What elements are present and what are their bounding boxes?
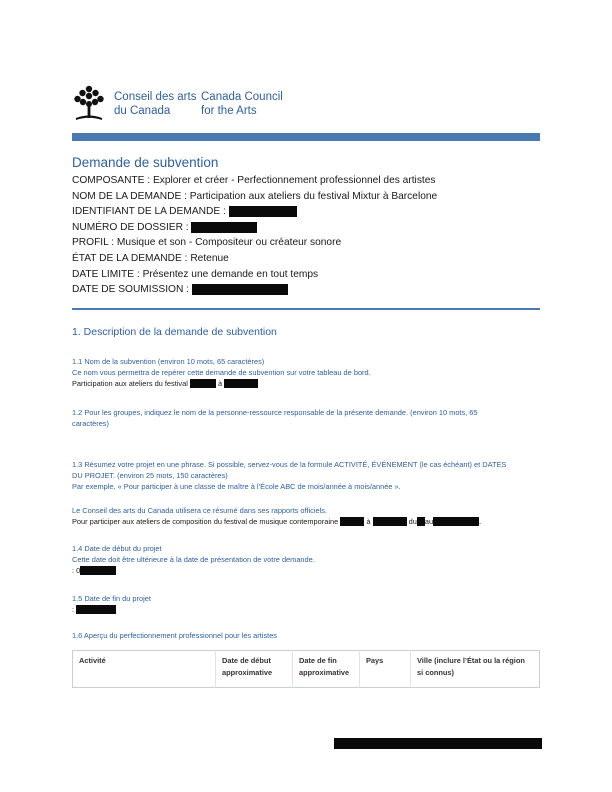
question-1-3-label-cont: DU PROJET. (environ 25 mots, 150 caractères) [72, 470, 228, 480]
meta-request-name: NOM DE LA DEMANDE : Participation aux ateliers du festival Mixtur à Barcelone [72, 190, 438, 202]
question-1-2 [72, 408, 540, 430]
meta-deadline: DATE LIMITE : Présentez une demande en tout temps [72, 268, 319, 280]
section-divider [72, 308, 540, 310]
question-1-3-answer-block [72, 506, 540, 528]
table-header-activity: Activité [79, 656, 106, 665]
tree-emblem-icon [72, 84, 106, 124]
question-1-4 [72, 544, 540, 576]
table-header-row [73, 651, 540, 688]
meta-request-id: IDENTIFIANT DE LA DEMANDE : [72, 204, 540, 220]
redaction-block [229, 206, 297, 217]
question-1-3-note: Le Conseil des arts du Canada utilisera ce résumé dans ses rapports officiels. [72, 506, 327, 515]
meta-status: ÉTAT DE LA DEMANDE : Retenue [72, 252, 229, 264]
logo-fr-line1: Conseil des arts [114, 91, 197, 103]
meta-file-number: NUMÉRO DE DOSSIER : [72, 220, 540, 236]
question-1-3-example: Par exemple, « Pour participer à une classe de maître à l’École ABC de mois/année à mois/année ». [72, 481, 401, 491]
document-title: Demande de subvention [72, 155, 219, 170]
table-header-end-date: Date de fin approximative [293, 651, 360, 688]
section-1-title: 1. Description de la demande de subvention [72, 326, 277, 338]
question-1-3-label: 1.3 Résumez votre projet en une phrase. Si possible, servez-vous de la formule ACTIVITÉ, ÉVÉNEMENT (le cas échéant) et DATES [72, 460, 507, 469]
canada-council-logo [72, 84, 292, 124]
redaction-block [191, 222, 257, 233]
logo-en-line1: Canada Council [201, 91, 283, 103]
redaction-block [192, 284, 288, 295]
redaction-block [224, 379, 258, 388]
redaction-block [373, 517, 407, 526]
question-1-5 [72, 594, 540, 616]
redaction-block [80, 566, 116, 575]
redaction-block [340, 517, 364, 526]
answer-1-4: : 0 [72, 566, 540, 577]
question-1-6-label: 1.6 Aperçu du perfectionnement professionnel pour les artistes [72, 631, 278, 640]
logo-en-line2: for the Arts [201, 105, 257, 117]
question-1-1-help: Ce nom vous permettra de repérer cette demande de subvention sur votre tableau de bord. [72, 367, 371, 377]
question-1-2-label-cont: caractères) [72, 418, 109, 428]
logo-fr-line2: du Canada [114, 105, 171, 117]
meta-component: COMPOSANTE : Explorer et créer - Perfectionnement professionnel des artistes [72, 175, 436, 186]
activities-table [72, 650, 540, 688]
application-meta [72, 173, 540, 298]
redaction-block [76, 605, 116, 614]
meta-submission-date: DATE DE SOUMISSION : [72, 282, 540, 298]
question-1-4-label: 1.4 Date de début du projet [72, 544, 162, 553]
redaction-block [417, 517, 425, 526]
question-1-2-label: 1.2 Pour les groupes, indiquez le nom de la personne-ressource responsable de la présente demande. (environ 10 mots, 65 [72, 408, 478, 417]
redaction-block [433, 517, 479, 526]
question-1-3 [72, 460, 540, 492]
table-header-city: Ville (inclure l’État ou la région si connus) [411, 651, 540, 688]
question-1-1-label: 1.1 Nom de la subvention (environ 10 mots, 65 caractères) [72, 357, 265, 366]
question-1-5-label: 1.5 Date de fin du projet [72, 594, 151, 603]
answer-1-5: : [72, 605, 540, 616]
table-header-start-date: Date de début approximative [216, 651, 293, 688]
redaction-block [190, 379, 216, 388]
answer-1-3: Pour participer aux ateliers de composition du festival de musique contemporaine à du au . [72, 516, 482, 526]
footer-redaction-block [334, 738, 542, 749]
table-header-country: Pays [360, 651, 411, 688]
answer-1-1: Participation aux ateliers du festival à [72, 379, 540, 390]
header-bar [72, 133, 540, 141]
question-1-4-help: Cette date doit être ultérieure à la date de présentation de votre demande. [72, 554, 315, 564]
meta-profile: PROFIL : Musique et son - Compositeur ou créateur sonore [72, 237, 342, 249]
question-1-1 [72, 357, 540, 389]
